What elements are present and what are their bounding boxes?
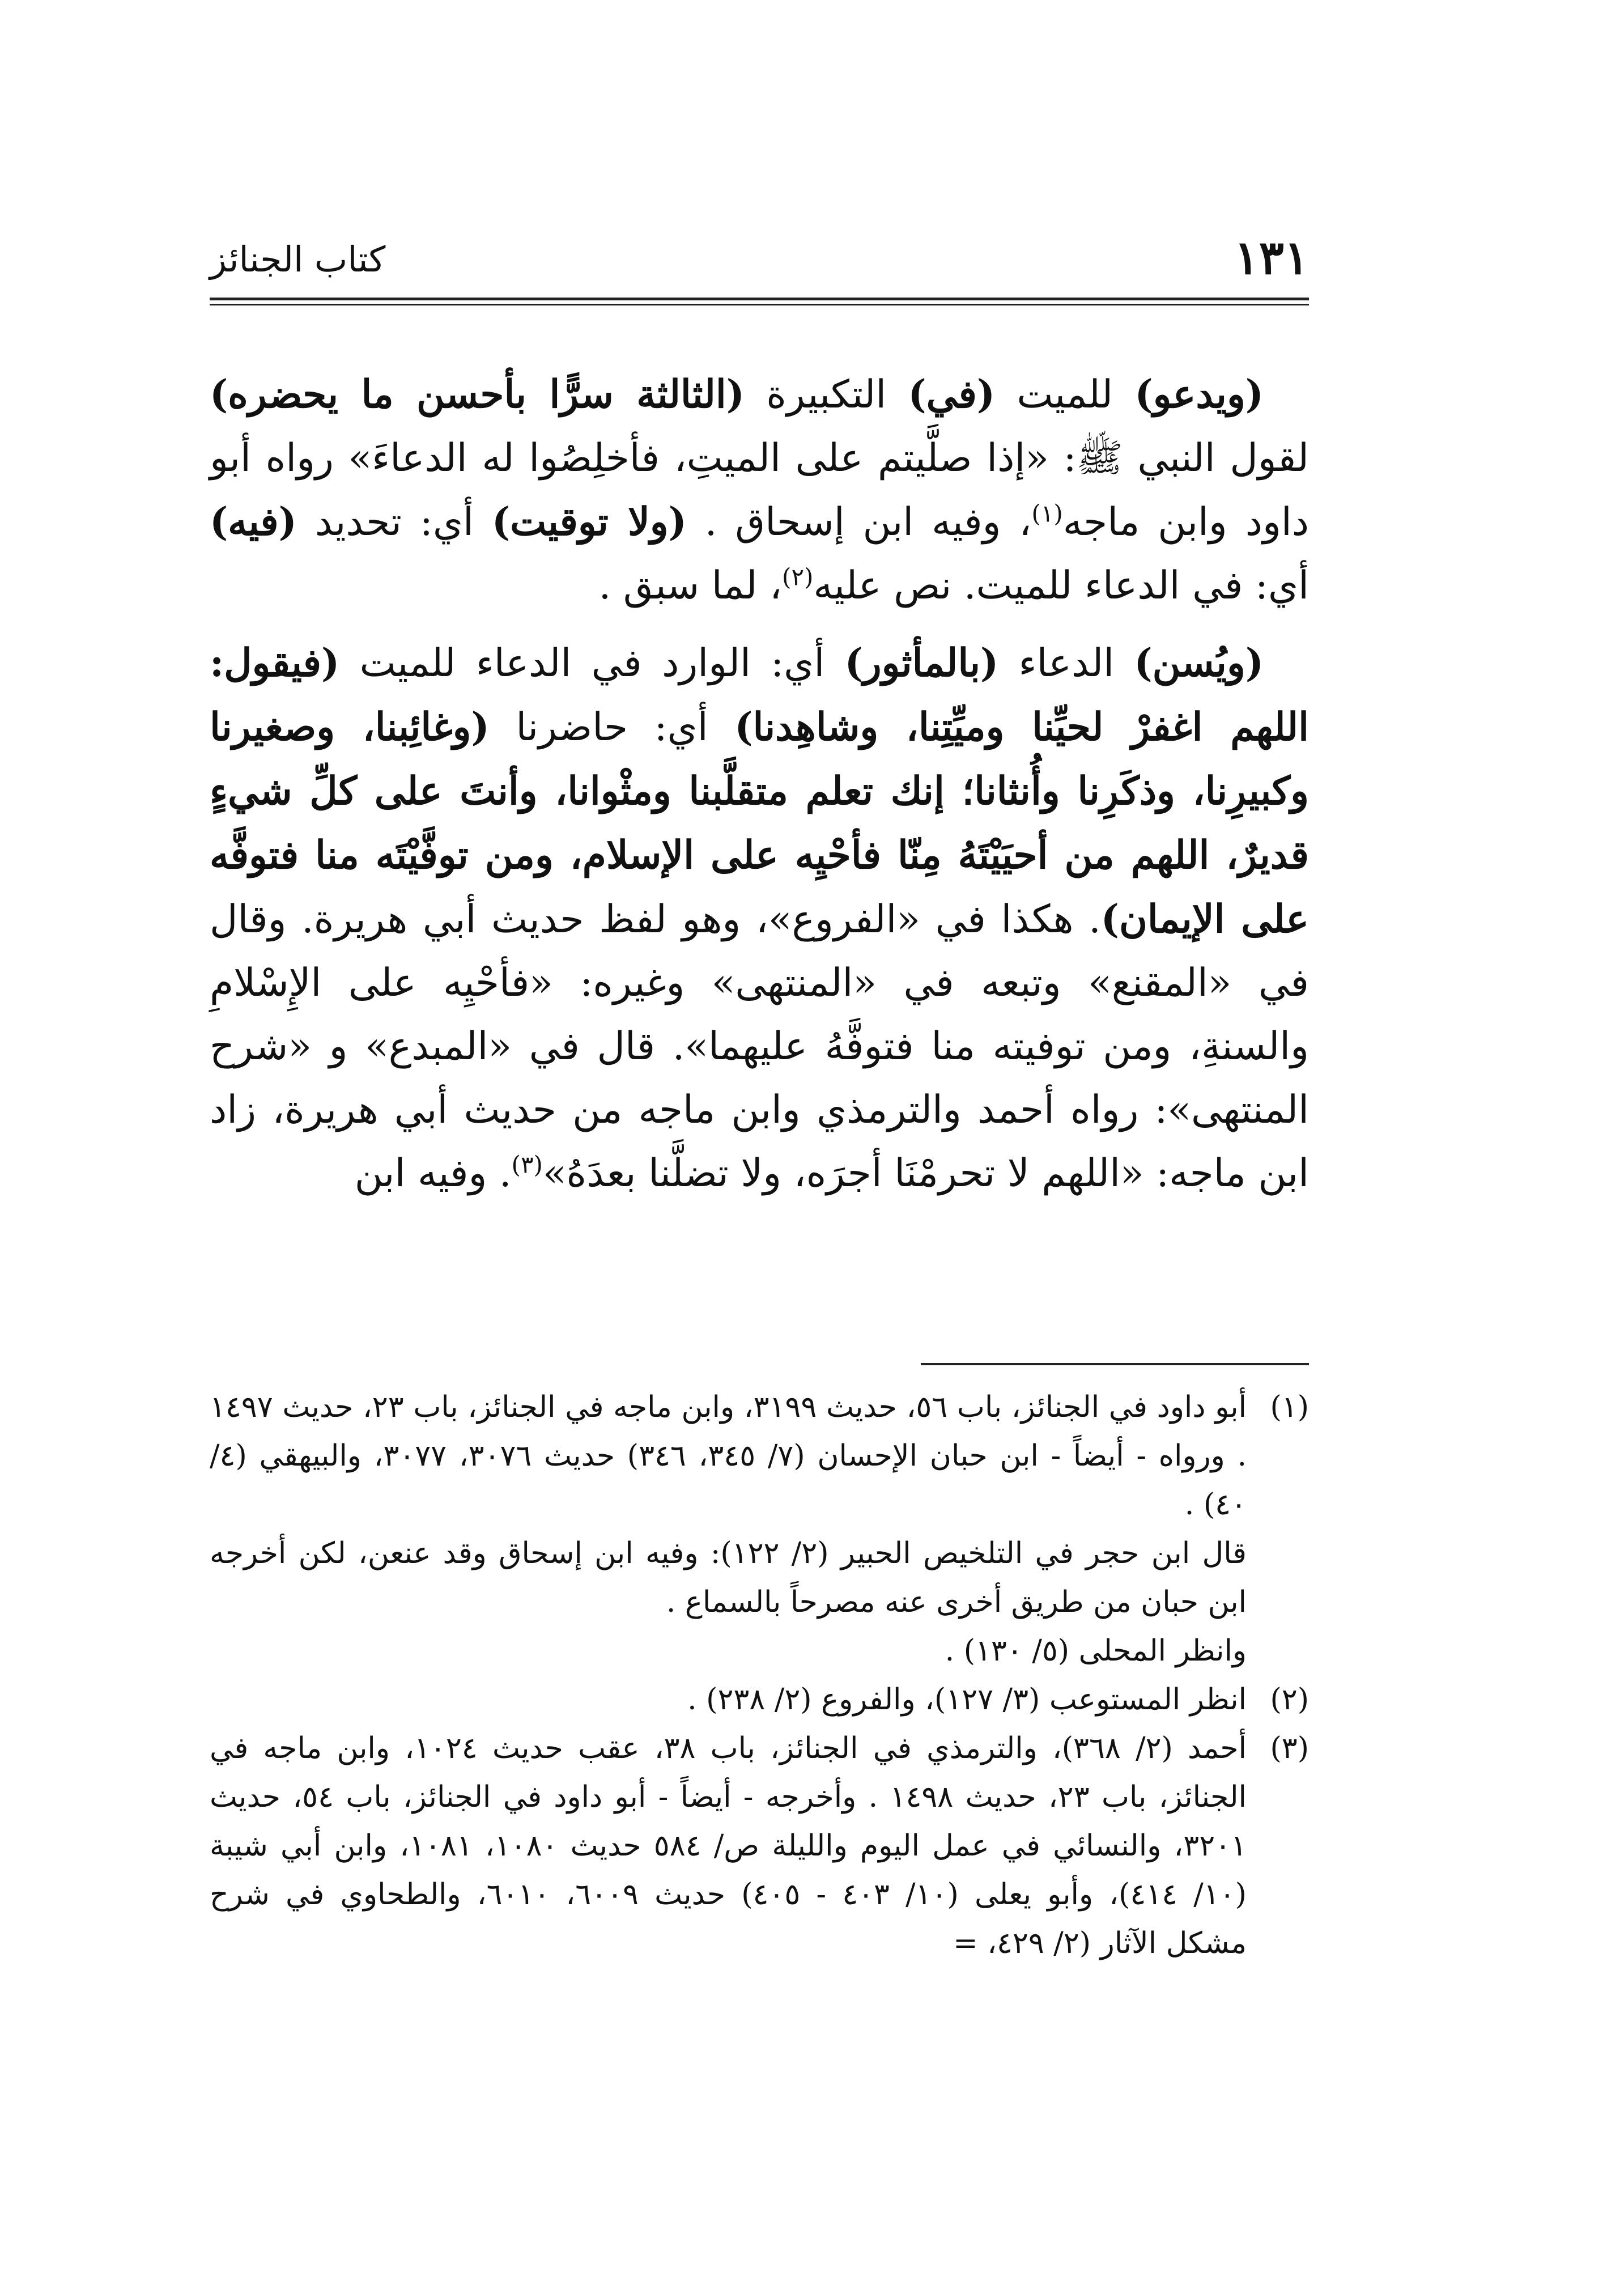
footnote-body: [210, 1724, 1247, 1968]
footnote-text: انظر المستوعب (٣/ ١٢٧)، والفروع (٢/ ٢٣٨) .: [687, 1683, 1247, 1717]
footnote-number: (١): [1270, 1390, 1309, 1424]
footnote: [210, 1675, 1309, 1724]
paragraph: [210, 363, 1309, 618]
commentary-text: . وفيه ابن: [354, 1151, 512, 1196]
commentary-text: أي: في الدعاء للميت. نص عليه: [813, 563, 1309, 608]
matn-text: (في): [908, 372, 995, 417]
commentary-text: أي: الوارد في الدعاء للميت: [339, 641, 845, 686]
matn-text: (ولا توقيت): [491, 499, 687, 545]
page-number: ١٣١: [1234, 231, 1309, 285]
matn-text: (بالمأثور): [844, 640, 999, 686]
commentary-text: أي: تحديد: [296, 500, 492, 545]
main-text: [210, 363, 1309, 1219]
running-title: كتاب الجنائز: [210, 239, 386, 280]
commentary-text: لقول النبي ﷺ: «إذا صلَّيتم على الميتِ، فأخلِصُوا له الدعاءَ» رواه أبو داود وابن ماجه: [210, 436, 1309, 545]
footnote-number: (٢): [1270, 1683, 1309, 1717]
page-header: [210, 227, 1309, 289]
commentary-text: ، وفيه ابن إسحاق .: [686, 500, 1032, 545]
commentary-text: التكبيرة: [744, 372, 908, 417]
footnote-body: [210, 1383, 1247, 1675]
footnote-reference: (٢): [782, 563, 814, 591]
footnote-reference: (٣): [511, 1150, 543, 1179]
footnotes: [210, 1383, 1309, 1968]
commentary-text: ، لما سبق .: [598, 563, 783, 608]
matn-text: (ويدعو): [1134, 372, 1264, 417]
footnote-text: وانظر المحلى (٥/ ١٣٠) .: [945, 1634, 1247, 1668]
footnote-reference: (١): [1031, 499, 1063, 528]
footnote-divider: [921, 1363, 1309, 1365]
matn-text: (فيقول: اللهم اغفرْ لحيِّنا وميِّتِنا، وشاهِدنا): [210, 640, 1309, 750]
footnote-text: أحمد (٢/ ٣٦٨)، والترمذي في الجنائز، باب ٣٨، عقب حديث ١٠٢٤، وابن ماجه في الجنائز، باب ٢٣، حديث ١٤٩٨ . وأخرجه - أيضاً - أبو داود في الجنائز، باب ٥٤، حديث ٣٢٠١، والنسائي في عمل اليوم والليلة ص/ ٥٨٤ حديث ١٠٨٠، ١٠٨١، وابن أبي شيبة (١٠/ ٤١٤)، وأبو يعلى (١٠/ ٤٠٣ - ٤٠٥) حديث ٦٠٠٩، ٦٠١٠، والطحاوي في شرح مشكل الآثار (٢/ ٤٢٩، =: [210, 1731, 1247, 1960]
footnote: [210, 1724, 1309, 1968]
commentary-text: الدعاء: [998, 641, 1134, 686]
footnote-body: [210, 1675, 1247, 1724]
footnote-text: قال ابن حجر في التلخيص الحبير (٢/ ١٢٢): وفيه ابن إسحاق وقد عنعن، لكن أخرجه ابن حبان من طريق أخرى عنه مصرحاً بالسماع .: [210, 1536, 1247, 1619]
matn-text: (ويُسن): [1134, 640, 1264, 686]
header-divider: [210, 298, 1309, 305]
commentary-text: أي: حاضرنا: [489, 705, 735, 750]
matn-text: (الثالثة سرًّا بأحسن ما يحضره): [210, 372, 745, 417]
footnote-text: أبو داود في الجنائز، باب ٥٦، حديث ٣١٩٩، وابن ماجه في الجنائز، باب ٢٣، حديث ١٤٩٧ . ورواه - أيضاً - ابن حبان الإحسان (٧/ ٣٤٥، ٣٤٦) حديث ٣٠٧٦، ٣٠٧٧، والبيهقي (٤/ ٤٠) .: [210, 1390, 1247, 1522]
matn-text: (فيه): [210, 499, 297, 545]
matn-text: (وغائِبنا، وصغيرنا وكبيرِنا، وذكَرِنا وأُنثانا؛ إنك تعلم متقلَّبنا ومثْوانا، وأنتَ على كلِّ شيءٍ قديرٌ، اللهم من أحيَيْتَهُ مِنّا فأحْيِه على الإسلام، ومن توفَّيْتَه منا فتوفَّه على الإيمان): [210, 704, 1309, 942]
footnote-number: (٣): [1270, 1731, 1309, 1765]
commentary-text: للميت: [995, 372, 1135, 417]
paragraph: [210, 631, 1309, 1205]
commentary-text: . هكذا في «الفروع»، وهو لفظ حديث أبي هريرة. وقال في «المقنع» وتبعه في «المنتهى» وغيره: «فأحْيِه على الإِسْلامِ والسنةِ، ومن توفيته منا فتوفَّهُ عليهما». قال في «المبدع» و «شرح المنتهى»: رواه أحمد والترمذي وابن ماجه من حديث أبي هريرة، زاد ابن ماجه: «اللهم لا تحرمْنَا أجرَه، ولا تضلَّنا بعدَهُ»: [210, 897, 1310, 1196]
footnote: [210, 1383, 1309, 1675]
